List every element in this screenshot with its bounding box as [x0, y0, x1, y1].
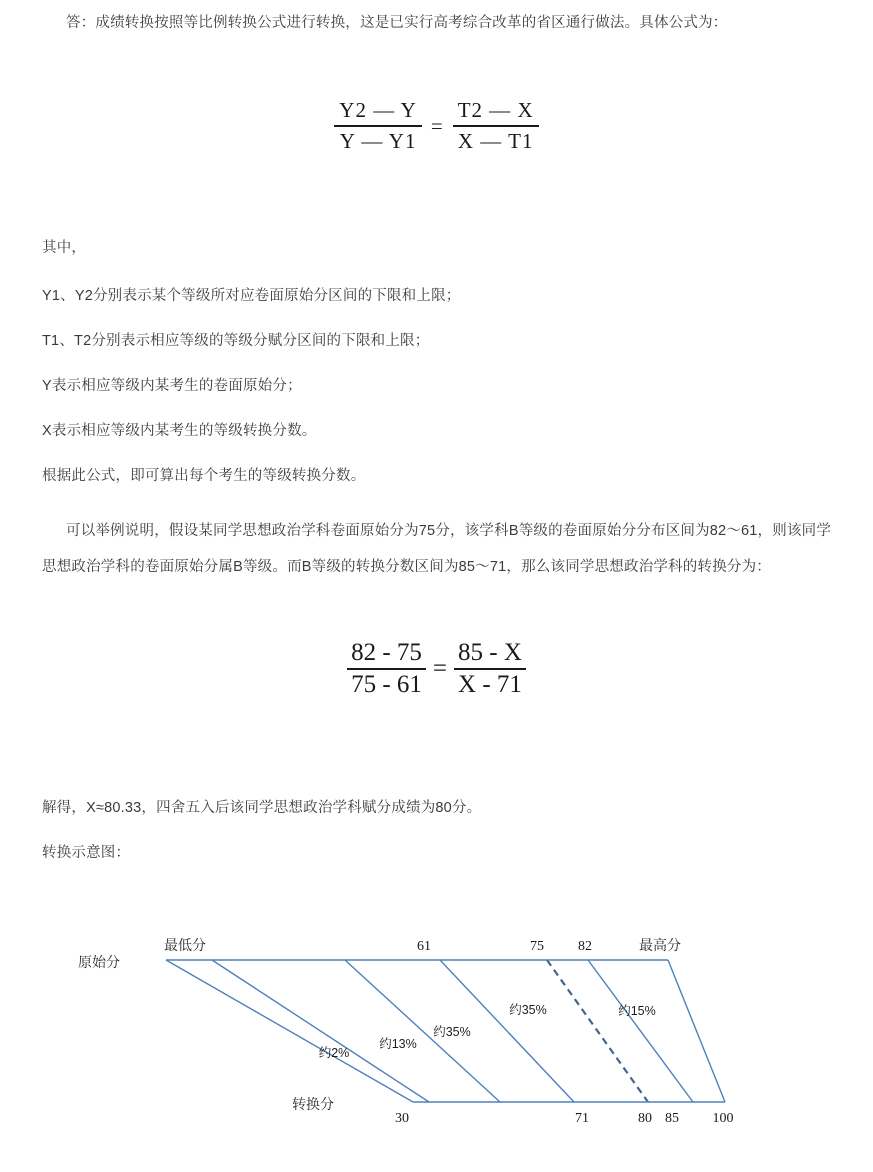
diagram-bottom-label-0: 30	[395, 1111, 409, 1126]
formula-example-calculation	[0, 638, 873, 700]
diagram-top-label-4: 最高分	[639, 937, 681, 953]
formula-2-left-denominator: 75 - 61	[351, 671, 422, 698]
formula-2-right-fraction	[454, 638, 526, 700]
diagram-percent-label-2: 约35%	[433, 1025, 471, 1039]
diagram-percent-label-3: 约35%	[509, 1003, 547, 1017]
diagram-grade-boundary-line-1	[212, 960, 429, 1102]
diagram-axis-label-converted-score: 转换分	[292, 1096, 334, 1112]
formula-1-left-denominator: Y — Y1	[339, 129, 417, 153]
diagram-bottom-label-2: 80	[638, 1111, 652, 1126]
diagram-top-label-0: 最低分	[164, 937, 206, 953]
paragraph-x-definition: X表示相应等级内某考生的等级转换分数。	[42, 423, 317, 439]
paragraph-diagram-title: 转换示意图：	[42, 845, 131, 861]
paragraph-y1-y2-definition: Y1、Y2分别表示某个等级所对应卷面原始分区间的下限和上限；	[42, 288, 461, 304]
diagram-percentage-labels	[319, 1003, 656, 1060]
diagram-top-label-1: 61	[417, 939, 431, 954]
formula-2-right-numerator: 85 - X	[458, 639, 522, 666]
diagram-top-tick-labels	[164, 937, 681, 954]
diagram-grade-boundary-line-2	[345, 960, 500, 1102]
formula-proportional-conversion	[0, 96, 873, 156]
formula-2-left-fraction	[347, 638, 426, 700]
paragraph-result: 解得，X≈80.33，四舍五入后该同学思想政治学科赋分成绩为80分。	[42, 800, 482, 816]
paragraph-example: 可以举例说明，假设某同学思想政治学科卷面原始分为75分，该学科B等级的卷面原始分分布区间为82～61，则该同学思想政治学科的卷面原始分属B等级。而B等级的转换分数区间为85～71，那么该同学思想政治学科的转换分为：	[42, 523, 832, 575]
paragraph-answer: 答：成绩转换按照等比例转换公式进行转换，这是已实行高考综合改革的省区通行做法。具体公式为：	[66, 15, 728, 31]
diagram-percent-label-0: 约2%	[318, 1046, 350, 1060]
formula-1-right-fraction	[453, 96, 539, 156]
score-conversion-svg	[0, 910, 873, 1145]
score-conversion-diagram	[0, 910, 873, 1145]
formula-1-right-denominator: X — T1	[457, 129, 534, 153]
formula-2-equals-sign: =	[432, 655, 448, 682]
paragraph-t1-t2-definition: T1、T2分别表示相应等级的等级分赋分区间的下限和上限；	[42, 333, 430, 349]
formula-1-left-fraction	[334, 96, 422, 156]
formula-1-equals-sign: =	[430, 113, 444, 138]
diagram-grade-boundary-line-0	[166, 960, 413, 1102]
diagram-dashed-lines	[547, 960, 648, 1102]
paragraph-wherein: 其中，	[42, 240, 87, 256]
diagram-example-dashed-line-0	[547, 960, 648, 1102]
diagram-top-label-2: 75	[530, 939, 544, 954]
diagram-bottom-label-4: 100	[712, 1111, 734, 1126]
paragraph-y-definition: Y表示相应等级内某考生的卷面原始分；	[42, 378, 302, 394]
formula-2-right-denominator: X - 71	[458, 671, 522, 698]
diagram-bottom-tick-labels	[395, 1111, 734, 1126]
diagram-axis-label-raw-score: 原始分	[78, 954, 120, 970]
formula-1-right-numerator: T2 — X	[457, 98, 534, 122]
diagram-top-label-3: 82	[578, 939, 592, 954]
diagram-percent-label-4: 约15%	[618, 1004, 656, 1018]
formula-2-left-numerator: 82 - 75	[351, 639, 422, 666]
formula-1-left-numerator: Y2 — Y	[339, 98, 417, 122]
diagram-bottom-label-1: 71	[575, 1111, 589, 1126]
diagram-bottom-label-3: 85	[665, 1111, 679, 1126]
paragraph-conclusion: 根据此公式，即可算出每个考生的等级转换分数。	[42, 468, 366, 484]
diagram-percent-label-1: 约13%	[379, 1037, 417, 1051]
